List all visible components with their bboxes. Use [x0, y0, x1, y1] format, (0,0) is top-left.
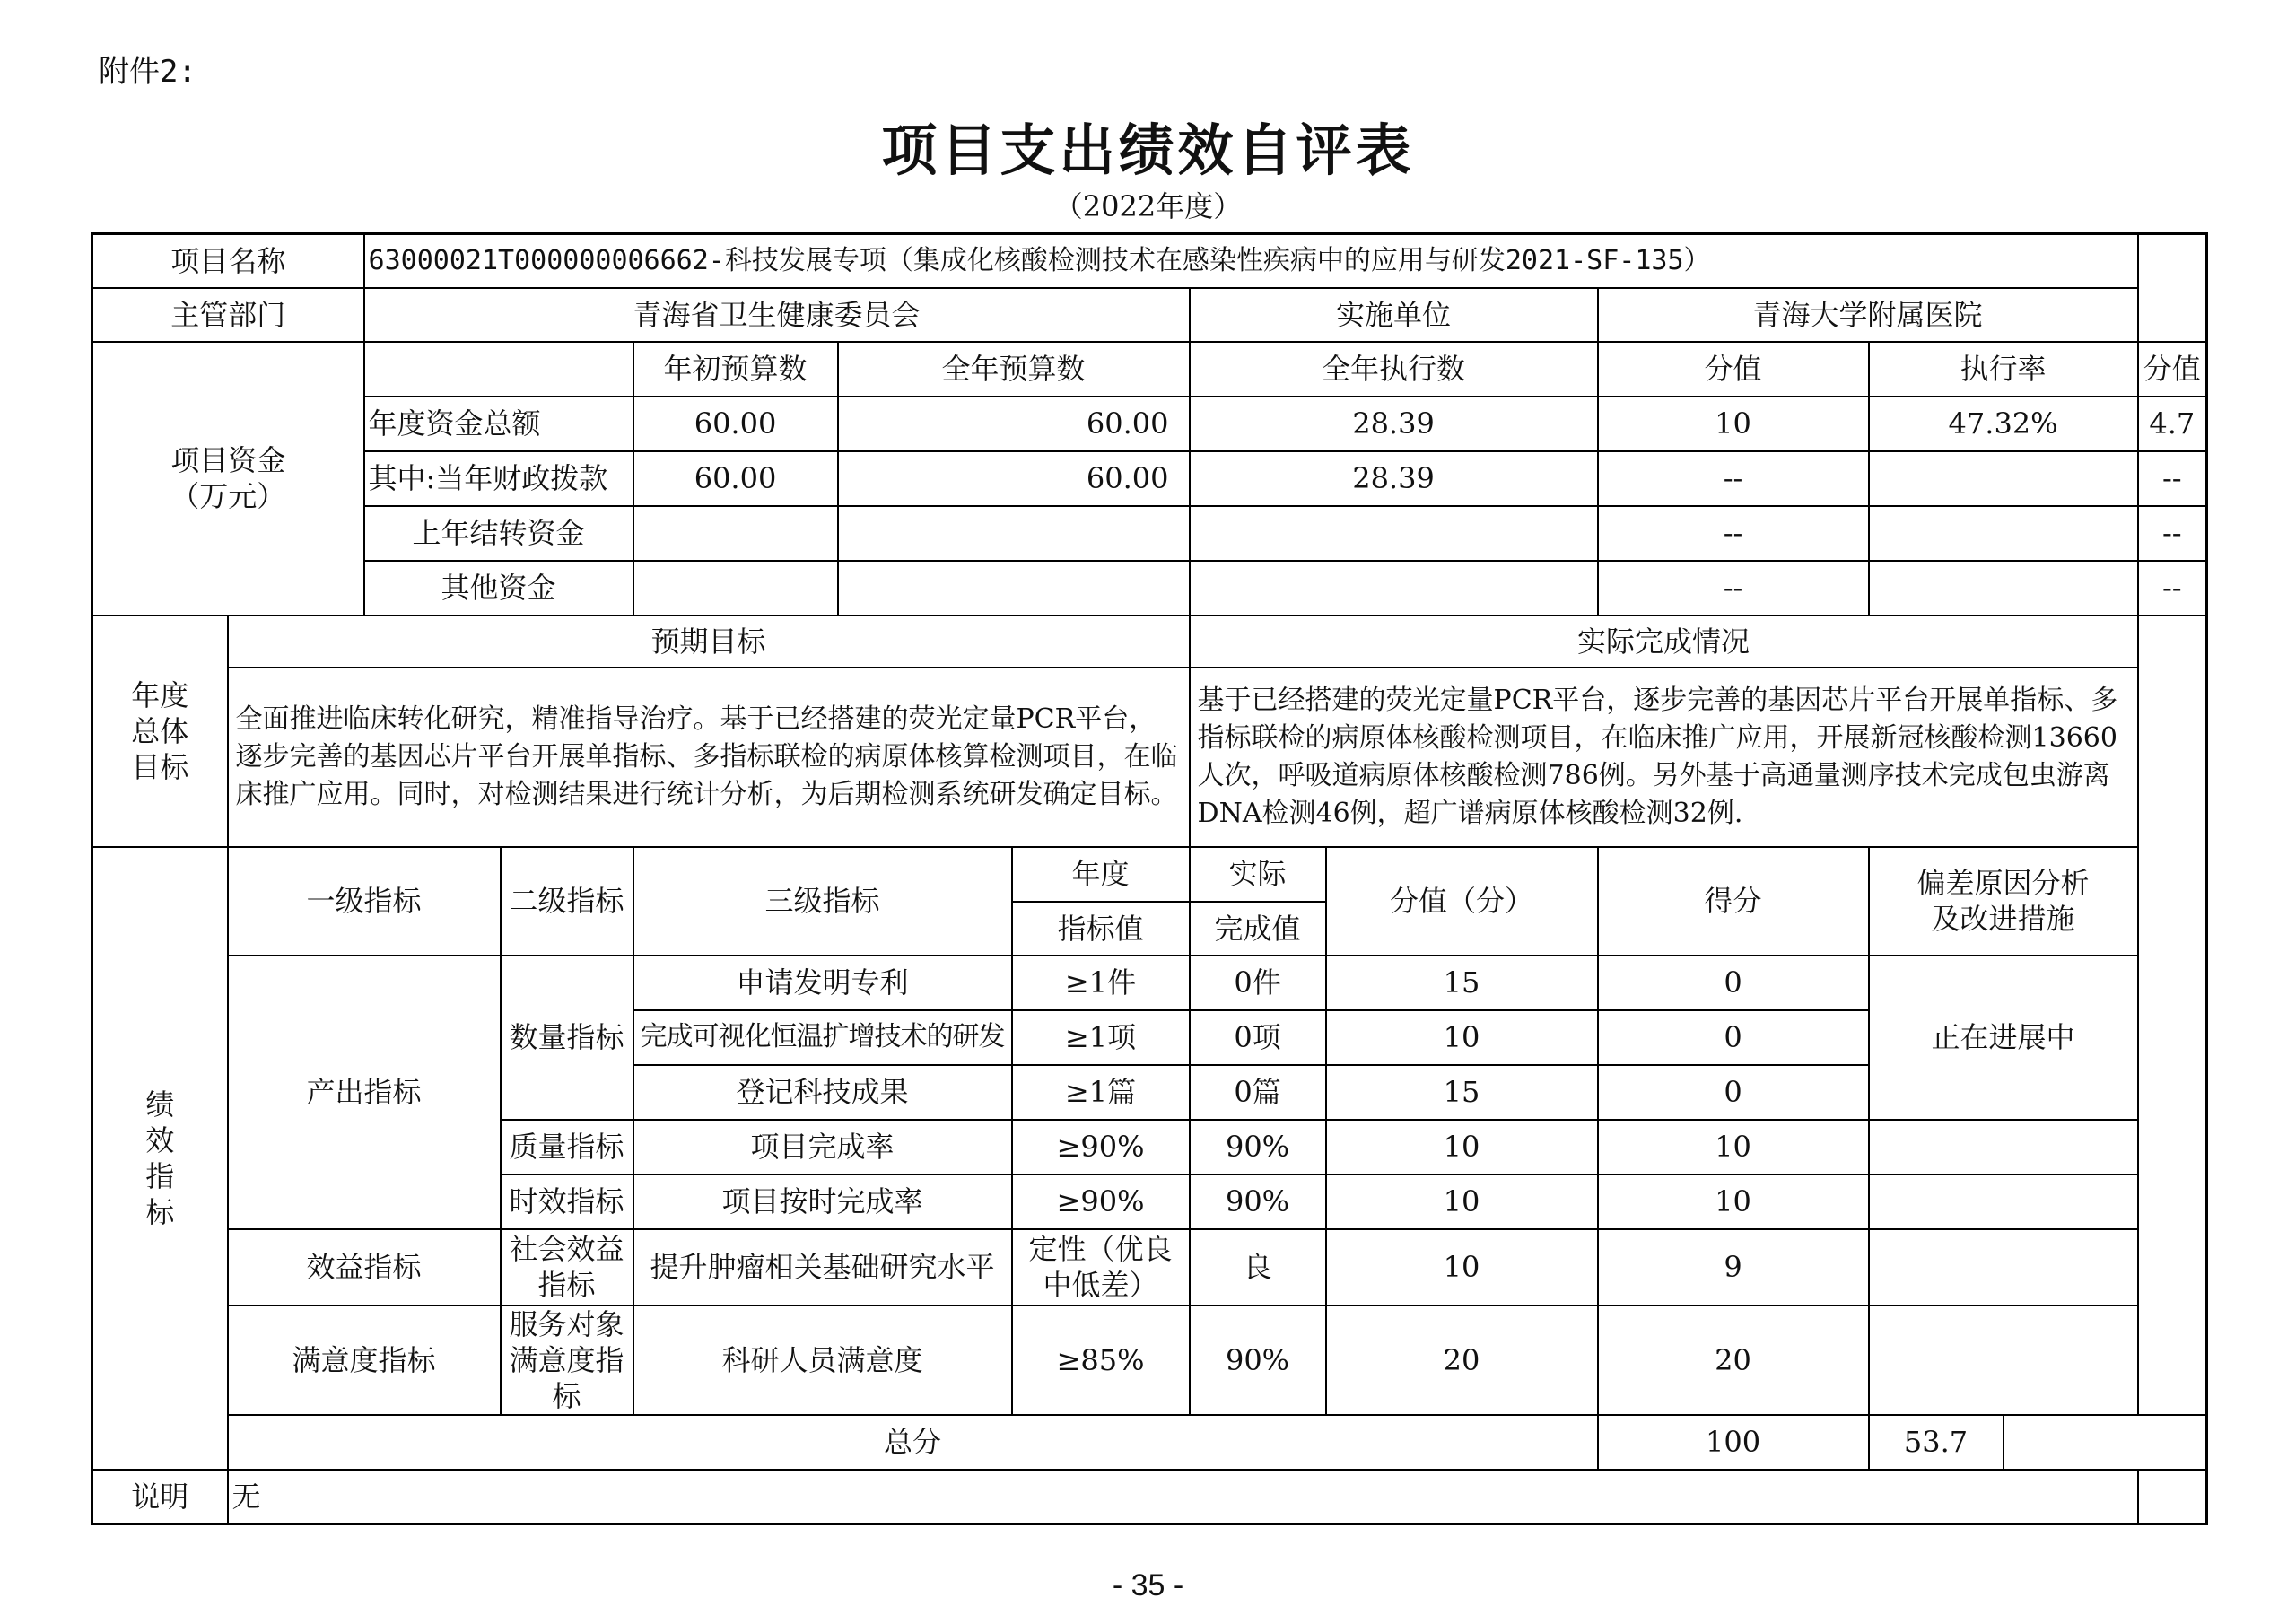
funds-executed: 28.39: [1190, 451, 1598, 506]
funds-annual: 60.00: [838, 397, 1190, 451]
deviation-blank: [1869, 1229, 2138, 1305]
document-title: 项目支出绩效自评表: [881, 118, 1415, 183]
funds-score-value: --: [1598, 451, 1869, 506]
note-value: 无: [228, 1470, 2138, 1524]
funds-row-label: 其他资金: [364, 561, 633, 616]
deviation-blank: [1869, 1120, 2138, 1174]
indicator-score: 10: [1598, 1120, 1869, 1174]
funds-initial: 60.00: [633, 397, 838, 451]
header-target-2: 指标值: [1012, 902, 1190, 956]
funds-executed: [1190, 561, 1598, 616]
total-blank: [2004, 1415, 2207, 1470]
quantity-indicator-label: 数量指标: [501, 956, 633, 1120]
actual-completion-header: 实际完成情况: [1190, 616, 2138, 668]
indicator-score-value: 15: [1326, 1065, 1598, 1120]
funds-score: --: [2138, 451, 2207, 506]
performance-evaluation-table: [91, 232, 2208, 1525]
funds-annual: [838, 561, 1190, 616]
expected-goal-header: 预期目标: [228, 616, 1190, 668]
benefit-indicator-row: [92, 1229, 2207, 1305]
attachment-label: 附件2:: [99, 54, 196, 90]
indicator-target: ≥1项: [1012, 1010, 1190, 1065]
annual-goal-label: [92, 616, 228, 847]
indicator-target: ≥90%: [1012, 1174, 1190, 1229]
indicator-target: ≥1件: [1012, 956, 1190, 1010]
deviation-blank: [1869, 1305, 2138, 1415]
implementer-value: 青海大学附属医院: [1598, 288, 2138, 342]
indicator-actual: 良: [1190, 1229, 1326, 1305]
annual-goal-label-3: 目标: [131, 749, 189, 784]
indicator-level3: 科研人员满意度: [633, 1305, 1012, 1415]
total-score: 53.7: [1869, 1415, 2004, 1470]
indicator-level3: 登记科技成果: [633, 1065, 1012, 1120]
perf-label-2: 效: [145, 1122, 175, 1157]
funds-rate: [1869, 506, 2138, 561]
deviation-blank: [1869, 1174, 2138, 1229]
funds-annual: 60.00: [838, 451, 1190, 506]
service-satisfaction-label: [501, 1305, 633, 1415]
indicator-header-row: [92, 847, 2207, 902]
indicator-score-value: 10: [1326, 1120, 1598, 1174]
indicator-level3: 项目完成率: [633, 1120, 1012, 1174]
header-level3: 三级指标: [633, 847, 1012, 956]
expected-goal-text: 全面推进临床转化研究，精准指导治疗。基于已经搭建的荧光定量PCR平台，逐步完善的基因芯片平台开展单指标、多指标联检的病原体核算检测项目，在临床推广应用。同时，对检测结果进行统计分析，为后期检测系统研发确定目标。: [228, 668, 1190, 847]
funds-score: 4.7: [2138, 397, 2207, 451]
satisfaction-indicator-label: 满意度指标: [228, 1305, 501, 1415]
indicator-target-line-1: 定性（优良: [1028, 1232, 1173, 1266]
social-benefit-label-2: 指标: [537, 1268, 596, 1302]
project-name-label: 项目名称: [92, 234, 364, 288]
department-value: 青海省卫生健康委员会: [364, 288, 1190, 342]
total-score-value: 100: [1598, 1415, 1869, 1470]
header-initial-budget: 年初预算数: [633, 342, 838, 397]
project-name-value: 63000021T000000006662-科技发展专项（集成化核酸检测技术在感染性疾病中的应用与研发2021-SF-135）: [364, 234, 2138, 288]
indicator-score-value: 20: [1326, 1305, 1598, 1415]
funds-initial: 60.00: [633, 451, 838, 506]
deviation-analysis: 正在进展中: [1869, 956, 2138, 1120]
social-benefit-label: [501, 1229, 633, 1305]
header-score: 得分: [1598, 847, 1869, 956]
header-score: 分值: [2138, 342, 2207, 397]
goals-header-row: [92, 616, 2207, 668]
indicator-score: 10: [1598, 1174, 1869, 1229]
indicator-level3: 申请发明专利: [633, 956, 1012, 1010]
header-deviation-2: 及改进措施: [1931, 902, 2075, 936]
page-number: - 35 -: [1112, 1568, 1184, 1602]
indicator-score-value: 10: [1326, 1229, 1598, 1305]
timeliness-indicator-label: 时效指标: [501, 1174, 633, 1229]
funds-row-label: 上年结转资金: [364, 506, 633, 561]
implementer-label: 实施单位: [1190, 288, 1598, 342]
funds-score-value: --: [1598, 506, 1869, 561]
annual-goal-label-2: 总体: [131, 713, 189, 748]
indicator-row: [92, 956, 2207, 1010]
funds-initial: [633, 561, 838, 616]
note-row: [92, 1470, 2207, 1524]
funds-header-blank: [364, 342, 633, 397]
actual-completion-text: 基于已经搭建的荧光定量PCR平台，逐步完善的基因芯片平台开展单指标、多指标联检的病原体核酸检测项目，在临床推广应用，开展新冠核酸检测13660人次，呼吸道病原体核酸检测786例。另外基于高通量测序技术完成包虫游离DNA检测46例，超广谱病原体核酸检测32例.: [1190, 668, 2138, 847]
indicator-score-value: 10: [1326, 1010, 1598, 1065]
service-satisfaction-label-2: 满意度指标: [509, 1342, 624, 1413]
service-satisfaction-label-1: 服务对象: [509, 1306, 624, 1341]
funds-unit-text: （万元）: [170, 479, 286, 513]
annual-goal-label-1: 年度: [131, 677, 189, 712]
satisfaction-indicator-row: [92, 1305, 2207, 1415]
header-actual-1: 实际: [1190, 847, 1326, 902]
header-level1: 一级指标: [228, 847, 501, 956]
indicator-score-value: 15: [1326, 956, 1598, 1010]
funds-rate: [1869, 561, 2138, 616]
header-score-value: 分值: [1598, 342, 1869, 397]
indicator-target: ≥90%: [1012, 1120, 1190, 1174]
funds-row: [92, 397, 2207, 451]
department-row: [92, 288, 2207, 342]
indicator-score: 20: [1598, 1305, 1869, 1415]
indicator-level3: 完成可视化恒温扩增技术的研发: [633, 1010, 1012, 1065]
funds-label-text: 项目资金: [170, 443, 286, 477]
indicator-actual: 0篇: [1190, 1065, 1326, 1120]
funds-annual: [838, 506, 1190, 561]
header-actual-2: 完成值: [1190, 902, 1326, 956]
header-annual-executed: 全年执行数: [1190, 342, 1598, 397]
funds-initial: [633, 506, 838, 561]
performance-indicator-label: [92, 847, 228, 1470]
indicator-score-value: 10: [1326, 1174, 1598, 1229]
funds-label: [92, 342, 364, 616]
funds-score: --: [2138, 561, 2207, 616]
perf-label-1: 绩: [145, 1087, 175, 1122]
indicator-level3: 项目按时完成率: [633, 1174, 1012, 1229]
indicator-level3: 提升肿瘤相关基础研究水平: [633, 1229, 1012, 1305]
perf-label-4: 标: [145, 1194, 175, 1229]
header-deviation-1: 偏差原因分析: [1916, 866, 2090, 900]
quality-indicator-label: 质量指标: [501, 1120, 633, 1174]
benefit-indicator-label: 效益指标: [228, 1229, 501, 1305]
output-indicator-label: 产出指标: [228, 956, 501, 1229]
indicator-target: ≥1篇: [1012, 1065, 1190, 1120]
funds-rate: [1869, 451, 2138, 506]
document-year: （2022年度）: [1053, 189, 1243, 223]
funds-rate: 47.32%: [1869, 397, 2138, 451]
funds-score-value: --: [1598, 561, 1869, 616]
funds-header-row: [92, 342, 2207, 397]
note-label: 说明: [92, 1470, 228, 1524]
header-execution-rate: 执行率: [1869, 342, 2138, 397]
total-label: 总分: [228, 1415, 1598, 1470]
project-name-row: [92, 234, 2207, 288]
header-annual-budget: 全年预算数: [838, 342, 1190, 397]
indicator-score: 9: [1598, 1229, 1869, 1305]
header-score-value: 分值（分）: [1326, 847, 1598, 956]
goals-content-row: [92, 668, 2207, 847]
funds-row-label: 其中:当年财政拨款: [364, 451, 633, 506]
indicator-actual: 90%: [1190, 1305, 1326, 1415]
funds-row: [92, 506, 2207, 561]
indicator-actual: 0项: [1190, 1010, 1326, 1065]
funds-row: [92, 451, 2207, 506]
funds-executed: [1190, 506, 1598, 561]
funds-row: [92, 561, 2207, 616]
header-target-1: 年度: [1012, 847, 1190, 902]
indicator-score: 0: [1598, 1010, 1869, 1065]
indicator-actual: 90%: [1190, 1120, 1326, 1174]
indicator-target-line-2: 中低差）: [1043, 1268, 1158, 1302]
indicator-target: [1012, 1229, 1190, 1305]
indicator-score: 0: [1598, 1065, 1869, 1120]
header-deviation: [1869, 847, 2138, 956]
funds-row-label: 年度资金总额: [364, 397, 633, 451]
department-label: 主管部门: [92, 288, 364, 342]
indicator-actual: 90%: [1190, 1174, 1326, 1229]
funds-score: --: [2138, 506, 2207, 561]
funds-executed: 28.39: [1190, 397, 1598, 451]
indicator-target: ≥85%: [1012, 1305, 1190, 1415]
social-benefit-label-1: 社会效益: [509, 1232, 624, 1266]
funds-score-value: 10: [1598, 397, 1869, 451]
total-row: [92, 1415, 2207, 1470]
header-level2: 二级指标: [501, 847, 633, 956]
indicator-actual: 0件: [1190, 956, 1326, 1010]
perf-label-3: 指: [145, 1158, 175, 1193]
indicator-score: 0: [1598, 956, 1869, 1010]
